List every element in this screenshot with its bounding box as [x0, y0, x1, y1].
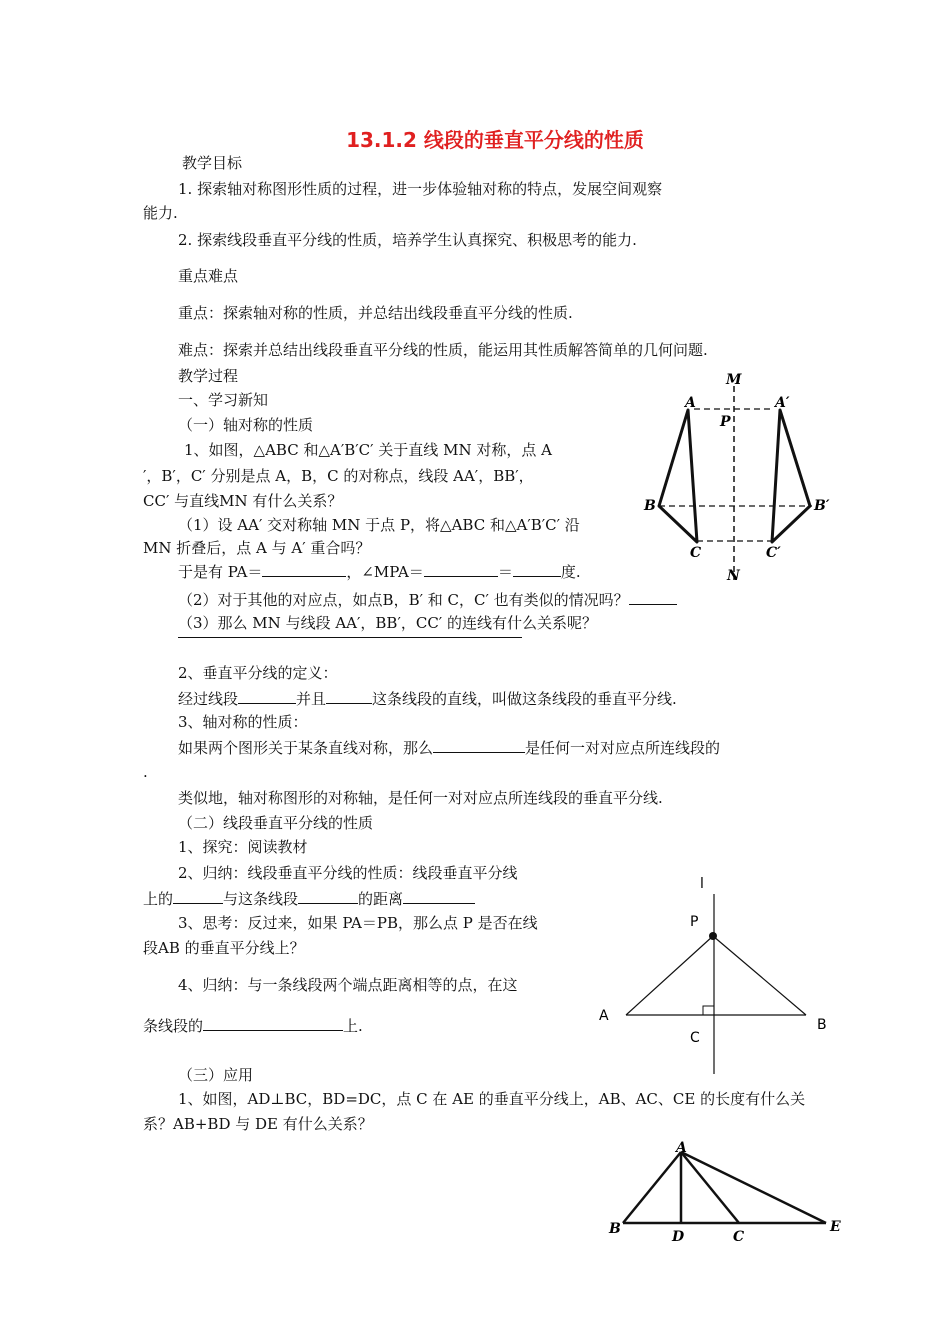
page-title: 13.1.2 线段的垂直平分线的性质: [346, 128, 644, 152]
label-b-prime: B′: [814, 498, 830, 514]
segment-pa: [626, 936, 713, 1015]
induce-b-post: 的距离: [358, 890, 404, 908]
label-c-prime: C′: [766, 545, 781, 561]
label-m: M: [726, 372, 742, 388]
segment-pb: [713, 936, 806, 1015]
definition-line: [178, 689, 677, 708]
sub-1-heading: （一）轴对称的性质: [178, 416, 314, 434]
goal-2: 2. 探索线段垂直平分线的性质，培养学生认真探究、积极思考的能力.: [178, 231, 637, 249]
induce2-line-2: [143, 1016, 363, 1035]
question-1-2: [178, 590, 677, 609]
label-a-prime: A′: [775, 395, 790, 411]
application-line-2: 系？AB+BD 与 DE 有什么关系？: [143, 1115, 373, 1133]
section-process-heading: 教学过程: [178, 367, 239, 385]
label-a: A: [685, 395, 696, 411]
def-post: 这条线段的直线，叫做这条线段的垂直平分线.: [372, 690, 677, 708]
q1-1c-pre: 于是有 PA＝: [178, 563, 263, 581]
blank-q1-2[interactable]: [629, 590, 677, 605]
blank-prop[interactable]: [433, 738, 525, 753]
think-line-1: 3、思考：反过来，如果 PA＝PB，那么点 P 是否在线: [178, 914, 538, 932]
label-d: D: [672, 1229, 685, 1245]
question-1-line-3: CC′ 与直线MN 有什么关系？: [143, 492, 343, 510]
application-line-1: 1、如图，AD⊥BC，BD=DC，点 C 在 AE 的垂直平分线上，AB、AC、CE 的长度有什么关: [178, 1090, 806, 1108]
prop-pre: 如果两个图形关于某条直线对称，那么: [178, 739, 434, 757]
triangle-abc: [659, 410, 697, 542]
label-c: C: [690, 545, 702, 561]
label-b: B: [609, 1221, 621, 1237]
goal-1-line-1: 1. 探索轴对称图形性质的过程，进一步体验轴对称的特点，发展空间观察: [178, 180, 663, 198]
blank-degree[interactable]: [513, 562, 561, 577]
goal-1-line-2: 能力.: [143, 204, 178, 222]
induce-line-2: [143, 889, 475, 908]
sub-3-heading: （三）应用: [178, 1066, 254, 1084]
sub-2-heading: （二）线段垂直平分线的性质: [178, 814, 374, 832]
answer-line-q1-3[interactable]: [178, 637, 522, 638]
segment-ab: [623, 1152, 681, 1223]
point-p: [709, 932, 717, 940]
q1-1c-mid1: ，∠MPA＝: [346, 563, 424, 581]
question-1-1-line-3: [178, 562, 581, 581]
figure-application: [604, 1138, 854, 1248]
q1-1c-post: 度.: [560, 563, 581, 581]
induce-b-pre: 上的: [143, 890, 174, 908]
right-angle-mark: [703, 1006, 714, 1015]
label-a: A: [676, 1140, 687, 1156]
blank-induce-1[interactable]: [173, 889, 223, 904]
property-heading: 3、轴对称的性质：: [178, 713, 308, 731]
property-dot: .: [143, 763, 148, 781]
label-a: A: [599, 1008, 609, 1024]
q1-1c-mid2: ＝: [497, 563, 513, 581]
induce2-b-pre: 条线段的: [143, 1017, 204, 1035]
label-b: B: [644, 498, 656, 514]
label-p: P: [720, 414, 731, 430]
segment-ae: [681, 1152, 826, 1223]
induce-b-mid: 与这条线段: [223, 890, 299, 908]
label-l: l: [700, 876, 704, 892]
question-1-1-line-1: （1）设 AA′ 交对称轴 MN 于点 P，将△ABC 和△A′B′C′ 沿: [178, 516, 580, 534]
think-line-2: 段AB 的垂直平分线上？: [143, 939, 305, 957]
question-1-2-text: （2）对于其他的对应点，如点B，B′ 和 C，C′ 也有类似的情况吗？: [178, 591, 629, 609]
definition-heading: 2、垂直平分线的定义：: [178, 664, 338, 682]
question-1-line-2: ′，B′，C′ 分别是点 A，B，C 的对称点，线段 AA′，BB′，: [143, 467, 534, 485]
triangle-abc-prime: [772, 410, 810, 542]
blank-def-2[interactable]: [326, 689, 372, 704]
section-goals-heading: 教学目标: [182, 154, 243, 172]
blank-def-1[interactable]: [238, 689, 296, 704]
blank-induce-3[interactable]: [403, 889, 475, 904]
figure-perpendicular-bisector: [595, 868, 835, 1078]
property-line: [178, 738, 720, 757]
blank-pa[interactable]: [262, 562, 346, 577]
label-c: C: [690, 1030, 700, 1046]
blank-induce2[interactable]: [203, 1016, 343, 1031]
key-point: 重点：探索轴对称的性质，并总结出线段垂直平分线的性质.: [178, 304, 573, 322]
label-b: B: [817, 1017, 827, 1033]
induce2-line-1: 4、归纳：与一条线段两个端点距离相等的点，在这: [178, 976, 518, 994]
similar-statement: 类似地，轴对称图形的对称轴，是任何一对对应点所连线段的垂直平分线.: [178, 789, 663, 807]
difficult-point: 难点：探索并总结出线段垂直平分线的性质，能运用其性质解答简单的几何问题.: [178, 341, 708, 359]
blank-induce-2[interactable]: [298, 889, 358, 904]
blank-angle-mpa[interactable]: [424, 562, 498, 577]
label-e: E: [830, 1219, 841, 1235]
prop-post: 是任何一对对应点所连线段的: [525, 739, 721, 757]
part-1-heading: 一、学习新知: [178, 391, 269, 409]
question-1-1-line-2: MN 折叠后，点 A 与 A′ 重合吗？: [143, 539, 371, 557]
label-c: C: [733, 1229, 745, 1245]
explore-line: 1、探究：阅读教材: [178, 838, 308, 856]
question-1-line-1: 1、如图，△ABC 和△A′B′C′ 关于直线 MN 对称，点 A: [184, 441, 552, 459]
section-key-heading: 重点难点: [178, 267, 239, 285]
label-n: N: [727, 568, 740, 584]
def-pre: 经过线段: [178, 690, 239, 708]
induce2-b-post: 上.: [343, 1017, 363, 1035]
figure-symmetry: [640, 368, 880, 588]
def-mid: 并且: [296, 690, 327, 708]
induce-line-1: 2、归纳：线段垂直平分线的性质：线段垂直平分线: [178, 864, 518, 882]
label-p: P: [690, 914, 699, 930]
question-1-3: （3）那么 MN 与线段 AA′，BB′，CC′ 的连线有什么关系呢？: [178, 614, 597, 632]
segment-ac: [681, 1152, 739, 1223]
